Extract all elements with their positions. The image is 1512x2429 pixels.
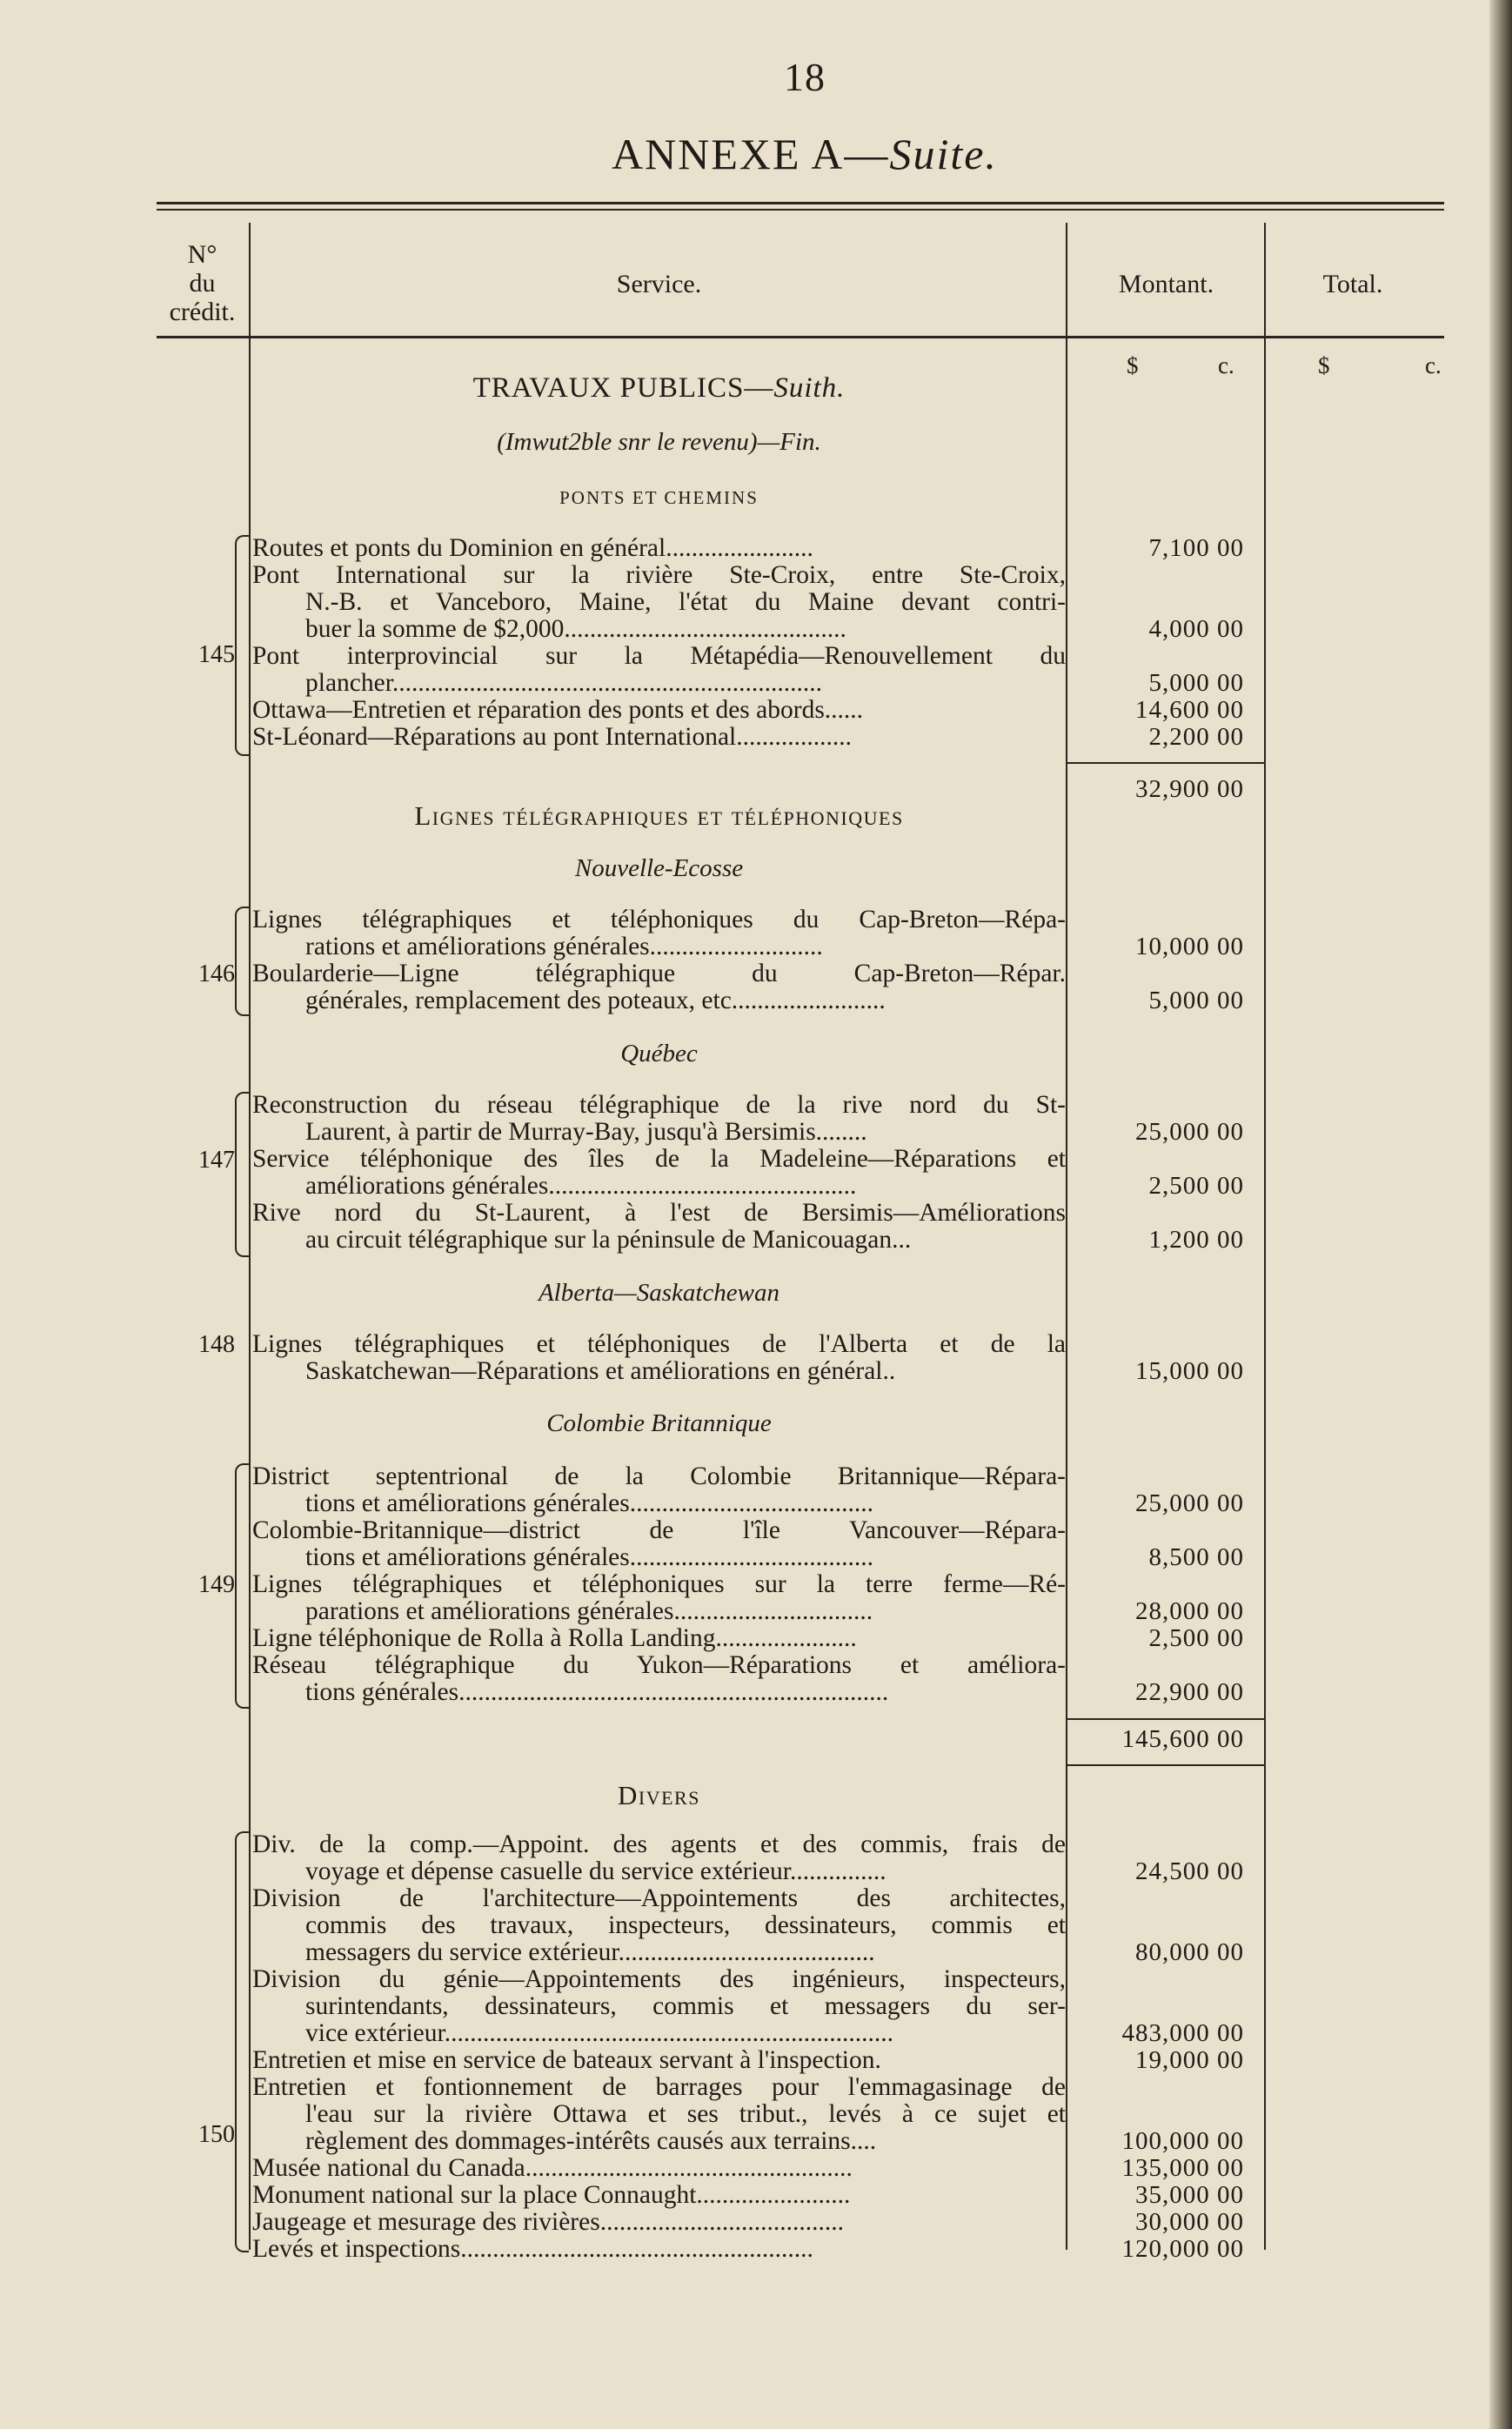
- entry-149-1: District septentrional de la Colombie Britannique—Répara- tions et améliorations générales......................................: [252, 1462, 1066, 1517]
- section-subtitle-travaux: (Imwut2ble snr le revenu)—Fin.: [497, 428, 821, 456]
- credit-number-150: 150: [198, 2121, 235, 2148]
- entry-149-5: Réseau télégraphique du Yukon—Réparations et améliora- tions générales...................................................................: [252, 1651, 1066, 1706]
- amount-145-4: 14,600 00: [1135, 696, 1244, 724]
- header-service: Service.: [616, 270, 702, 298]
- entry-149-2: Colombie-Britannique—district de l'île Vancouver—Répara- tions et améliorations générales......................................: [252, 1516, 1066, 1571]
- brace-150: [235, 1831, 249, 2252]
- entry-146-1: Lignes télégraphiques et téléphoniques du Cap-Breton—Répa- rations et améliorations générales...........................: [252, 906, 1066, 960]
- amount-150-8: 30,000 00: [1135, 2208, 1244, 2236]
- entry-150-9: Levés et inspections.......................................................: [252, 2235, 813, 2263]
- credit-number-149: 149: [198, 1571, 235, 1598]
- book-spine: [1489, 0, 1512, 2429]
- amount-149-3: 28,000 00: [1135, 1597, 1244, 1625]
- amount-145-1: 7,100 00: [1148, 534, 1244, 562]
- amount-145-3: 5,000 00: [1148, 669, 1244, 697]
- col-line-credit: [249, 223, 251, 2250]
- amount-149-5: 22,900 00: [1135, 1678, 1244, 1706]
- amount-149-2: 8,500 00: [1148, 1543, 1244, 1571]
- header-rule-top: [157, 202, 1444, 204]
- amount-146-1: 10,000 00: [1135, 933, 1244, 960]
- entry-150-2: Division de l'architecture—Appointements des architectes, commis des travaux, inspecteurs, dessinateurs, commis et messagers du service extérieur........................................: [252, 1884, 1066, 1966]
- brace-149: [235, 1463, 249, 1709]
- brace-145: [235, 535, 249, 756]
- section-heading-ponts: PONTS ET CHEMINS: [559, 487, 759, 508]
- entry-145-1: Routes et ponts du Dominion en général.......................: [252, 534, 813, 562]
- amount-147-2: 2,500 00: [1148, 1172, 1244, 1200]
- region-colombie-britannique: Colombie Britannique: [546, 1409, 772, 1437]
- total-cents-unit: c.: [1425, 352, 1442, 378]
- total-dollar-unit: $: [1318, 352, 1330, 378]
- amount-150-5: 100,000 00: [1121, 2127, 1244, 2155]
- subtotal-rule-149-bottom: [1066, 1764, 1266, 1766]
- section-heading-lignes: Lignes télégraphiques et téléphoniques: [414, 800, 904, 831]
- amount-150-9: 120,000 00: [1121, 2235, 1244, 2263]
- page-title: ANNEXE A—Suite.: [612, 130, 998, 178]
- credit-number-147: 147: [198, 1147, 235, 1174]
- montant-dollar-unit: $: [1127, 352, 1139, 378]
- entry-147-2: Service téléphonique des îles de la Madeleine—Réparations et améliorations générales................................................: [252, 1145, 1066, 1200]
- subtotal-rule-145: [1066, 762, 1266, 764]
- page-number: 18: [784, 55, 826, 99]
- subtotal-145: 32,900 00: [1135, 775, 1244, 803]
- montant-cents-unit: c.: [1218, 352, 1234, 378]
- header-montant: Montant.: [1118, 270, 1214, 298]
- entry-149-3: Lignes télégraphiques et téléphoniques sur la terre ferme—Ré- parations et améliorations générales...............................: [252, 1570, 1066, 1625]
- amount-150-3: 483,000 00: [1121, 2019, 1244, 2047]
- entry-150-7: Monument national sur la place Connaught........................: [252, 2181, 851, 2209]
- amount-146-2: 5,000 00: [1148, 987, 1244, 1014]
- region-nouvelle-ecosse: Nouvelle-Ecosse: [574, 854, 744, 882]
- brace-147: [235, 1092, 249, 1257]
- amount-145-2: 4,000 00: [1148, 615, 1244, 643]
- subtotal-rule-149: [1066, 1718, 1266, 1720]
- amount-145-5: 2,200 00: [1148, 723, 1244, 751]
- header-rule-second: [157, 209, 1444, 211]
- entry-148-1: Lignes télégraphiques et téléphoniques de l'Alberta et de la Saskatchewan—Réparations et améliorations en général..: [252, 1330, 1066, 1385]
- credit-number-148: 148: [198, 1331, 235, 1358]
- brace-146: [235, 907, 249, 1016]
- entry-145-5: St-Léonard—Réparations au pont International..................: [252, 723, 852, 751]
- entry-145-3: Pont interprovincial sur la Métapédia—Renouvellement du plancher...................................................................: [252, 642, 1066, 697]
- header-rule-bottom: [157, 336, 1444, 338]
- col-line-montant: [1264, 223, 1266, 2250]
- entry-150-8: Jaugeage et mesurage des rivières......................................: [252, 2208, 844, 2236]
- subtotal-149: 145,600 00: [1121, 1725, 1244, 1753]
- entry-150-5: Entretien et fontionnement de barrages pour l'emmagasinage de l'eau sur la rivière Ottawa et ses tribut., levés à ce sujet et règlement des dommages-intérêts causés aux terrains....: [252, 2073, 1066, 2155]
- section-heading-divers: Divers: [618, 1780, 700, 1810]
- credit-number-145: 145: [198, 641, 235, 668]
- region-quebec: Québec: [620, 1040, 698, 1067]
- entry-146-2: Boularderie—Ligne télégraphique du Cap-Breton—Répar. générales, remplacement des poteaux, etc........................: [252, 960, 1066, 1014]
- section-title-travaux: TRAVAUX PUBLICS—Suith.: [472, 372, 846, 404]
- amount-148-1: 15,000 00: [1135, 1357, 1244, 1385]
- amount-147-3: 1,200 00: [1148, 1226, 1244, 1254]
- credit-number-146: 146: [198, 960, 235, 987]
- amount-149-4: 2,500 00: [1148, 1624, 1244, 1652]
- amount-147-1: 25,000 00: [1135, 1118, 1244, 1146]
- region-alberta-saskatchewan: Alberta—Saskatchewan: [538, 1279, 780, 1307]
- entry-147-1: Reconstruction du réseau télégraphique de la rive nord du St- Laurent, à partir de Murray-Bay, jusqu'à Bersimis........: [252, 1091, 1066, 1146]
- entry-150-6: Musée national du Canada...................................................: [252, 2154, 853, 2182]
- amount-149-1: 25,000 00: [1135, 1489, 1244, 1517]
- amount-150-6: 135,000 00: [1121, 2154, 1244, 2182]
- entry-150-4: Entretien et mise en service de bateaux servant à l'inspection.: [252, 2046, 881, 2074]
- entry-149-4: Ligne téléphonique de Rolla à Rolla Landing......................: [252, 1624, 857, 1652]
- entry-150-3: Division du génie—Appointements des ingénieurs, inspecteurs, surintendants, dessinateurs, commis et messagers du ser- vice extérieur......................................................................: [252, 1965, 1066, 2047]
- entry-145-4: Ottawa—Entretien et réparation des ponts et des abords......: [252, 696, 864, 724]
- entry-145-2: Pont International sur la rivière Ste-Croix, entre Ste-Croix, N.-B. et Vanceboro, Maine, l'état du Maine devant contri- buer la somme de $2,000............................................: [252, 561, 1066, 643]
- amount-150-4: 19,000 00: [1135, 2046, 1244, 2074]
- entry-150-1: Div. de la comp.—Appoint. des agents et des commis, frais de voyage et dépense casuelle du service extérieur...............: [252, 1830, 1066, 1885]
- header-total: Total.: [1322, 270, 1383, 298]
- amount-150-1: 24,500 00: [1135, 1857, 1244, 1885]
- header-credit: N° du crédit.: [169, 240, 236, 326]
- entry-147-3: Rive nord du St-Laurent, à l'est de Bersimis—Améliorations au circuit télégraphique sur la péninsule de Manicouagan...: [252, 1199, 1066, 1254]
- col-line-service: [1066, 223, 1067, 2250]
- amount-150-7: 35,000 00: [1135, 2181, 1244, 2209]
- amount-150-2: 80,000 00: [1135, 1938, 1244, 1966]
